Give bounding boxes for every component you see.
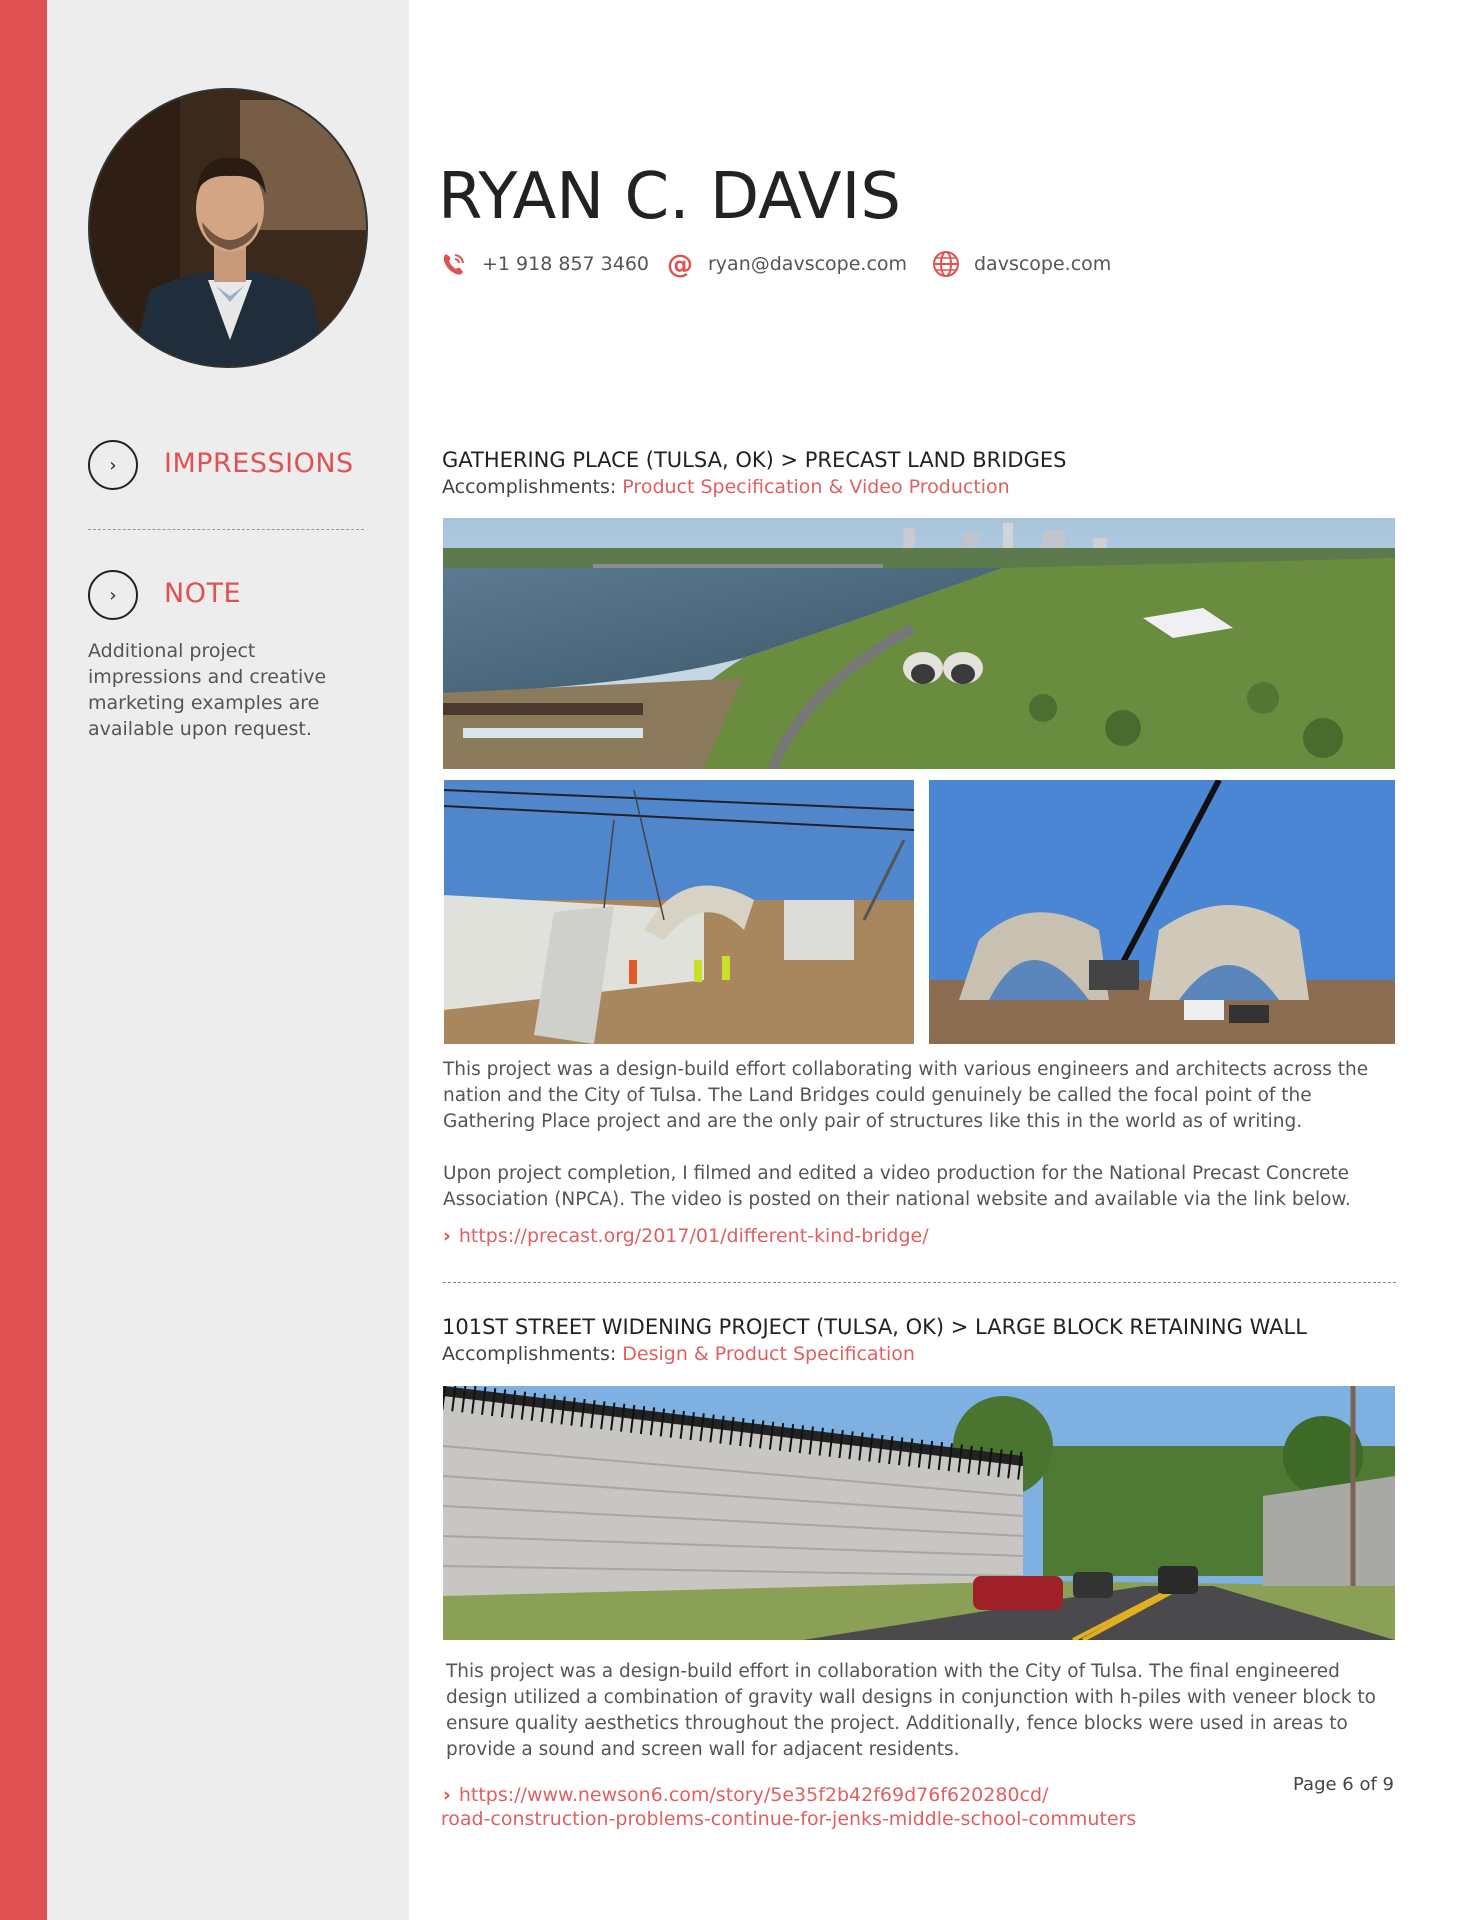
project-1-link-text[interactable]: https://precast.org/2017/01/different-kind-bridge/	[458, 1225, 929, 1247]
section-divider	[443, 1282, 1396, 1283]
photo-gathering-place-aerial	[443, 518, 1395, 769]
avatar	[88, 88, 368, 368]
photo-retaining-wall	[443, 1386, 1395, 1640]
chevron-right-icon: ›	[443, 1225, 451, 1247]
chevron-right-icon[interactable]: ›	[88, 440, 138, 490]
chevron-right-icon[interactable]: ›	[88, 570, 138, 620]
project-2-accomplishments	[442, 1343, 1395, 1365]
project-2-link[interactable]	[440, 1784, 1137, 1830]
note-text: Additional project impressions and creative marketing examples are available upon request.	[88, 640, 327, 740]
project-2-link-line2[interactable]: road-construction-problems-continue-for-jenks-middle-school-commuters	[440, 1808, 1137, 1830]
contact-email[interactable]	[666, 250, 907, 278]
project-2-link-text[interactable]	[440, 1784, 1137, 1830]
email-text: ryan@davscope.com	[708, 253, 908, 275]
project-1-accomplishments	[442, 476, 1395, 498]
photo-arch-installation	[444, 780, 914, 1044]
page-title: RYAN C. DAVIS	[438, 160, 901, 234]
contact-website[interactable]	[932, 250, 1111, 278]
project-1-header	[442, 448, 1395, 498]
accomplishments-label: Accomplishments:	[442, 1343, 617, 1365]
project-2-description: This project was a design-build effort in collaboration with the City of Tulsa. The final engineered design utilized a combination of gravity wall designs in conjunction with h-piles with veneer block to ensure quality aesthetics throughout the project. Additionally, fence blocks were used in areas to provide a sound and screen wall for adjacent residents.	[446, 1661, 1376, 1760]
contact-phone[interactable]	[440, 250, 649, 278]
at-sign-icon	[666, 250, 694, 278]
accomplishments-label: Accomplishments:	[442, 476, 617, 498]
accomplishments-value: Design & Product Specification	[622, 1343, 915, 1365]
project-1-description: This project was a design-build effort collaborating with various engineers and architects across the nation and the City of Tulsa. The Land Bridges could genuinely be called the focal point of the Gathering Place project and are the only pair of structures like this in the world as of writing.	[443, 1059, 1369, 1132]
accent-bar	[0, 0, 47, 1920]
globe-icon	[932, 250, 960, 278]
project-2-title: 101ST STREET WIDENING PROJECT (TULSA, OK) > LARGE BLOCK RETAINING WALL	[442, 1315, 1307, 1339]
sidebar-heading-impressions: IMPRESSIONS	[164, 448, 354, 479]
svg-text:@: @	[667, 250, 693, 278]
photo-twin-arches	[929, 780, 1395, 1044]
accomplishments-value: Product Specification & Video Production	[622, 476, 1010, 498]
phone-icon	[440, 250, 468, 278]
website-text: davscope.com	[974, 253, 1112, 275]
project-1-video-description: Upon project completion, I filmed and edited a video production for the National Precast Concrete Association (NPCA). The video is posted on their national website and available via the link below.	[443, 1163, 1351, 1210]
sidebar-divider	[88, 529, 364, 530]
project-2-link-line1[interactable]: https://www.newson6.com/story/5e35f2b42f69d76f620280cd/	[458, 1784, 1049, 1806]
project-1-link[interactable]	[443, 1225, 929, 1247]
sidebar-heading-note: NOTE	[164, 578, 242, 609]
project-2-header	[442, 1315, 1395, 1365]
phone-text: +1 918 857 3460	[482, 253, 650, 275]
project-1-title: GATHERING PLACE (TULSA, OK) > PRECAST LAND BRIDGES	[442, 448, 1067, 472]
chevron-right-icon: ›	[443, 1784, 451, 1806]
page-number: Page 6 of 9	[1293, 1774, 1394, 1795]
